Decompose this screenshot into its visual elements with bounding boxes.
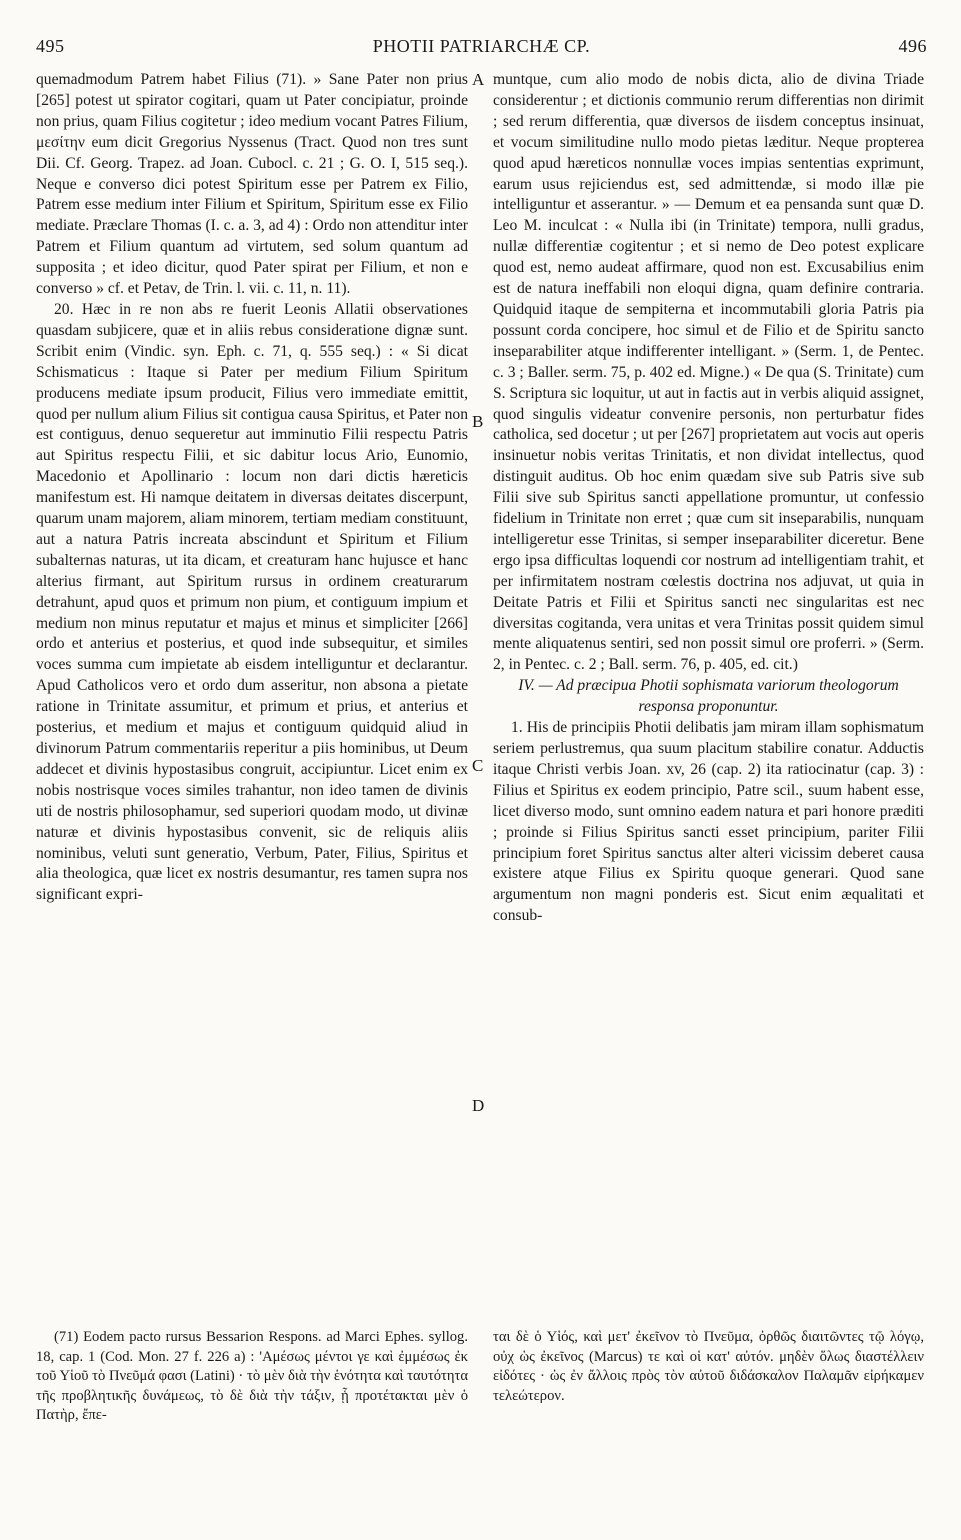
- footnote-text: ται δὲ ὁ Υἱός, καὶ μετ' ἐκεῖνον τὸ Πνεῦμα, ὀρθῶς διαιτῶντες τῷ λόγῳ, οὐχ ὡς ἐκεῖνος (Marcus) τε καὶ οἱ κατ' αὐτόν. μηδὲν ὅλως διαστέλλειν εἰδότες · ὡς ἐν ἄλλοις πρὸς τὸν αὐτοῦ διδάσκαλον Παλαμᾶν εἰρήκαμεν τελεώτερον.: [493, 1329, 924, 1404]
- paragraph: muntque, cum alio modo de nobis dicta, alio de divina Triade considerentur ; et dictionis communio rerum differentias non dirimit ; sed rerum differentia, quæ diversos de iisdem conceptus insinuat, et vocum similitudine nullo modo pietas læditur. Neque propterea quod apud hæreticos nonnullæ voces impias sententias exprimunt, earum usus rejiciendus est, sed admittendæ, si modo illæ pie intelliguntur et asserantur. » — Demum et ea pensanda sunt quæ D. Leo M. inculcat : « Nulla ibi (in Trinitate) tempora, nulli gradus, nullæ differentiæ cogitentur ; et si nemo de Deo potest explicare quod est, nemo audeat affirmare, quod non est. Excusabilius enim est de natura ineffabili non eloqui digna, quam definire contraria. Quidquid itaque de sempiterna et incommutabili gloria Patris pia possunt corda concipere, hoc simul et de Filio et de Spiritu sancto inseparabiliter atque indifferenter intelligant. » (Serm. 1, de Pentec. c. 3 ; Baller. serm. 75, p. 402 ed. Migne.) « De qua (S. Trinitate) cum S. Scriptura sic loquitur, ut aut in factis aut in verbis aliquid assignet, quod singulis videatur convenire personis, non perturbatur fides catholica, sed docetur ; ut per [267] proprietatem aut vocis aut operis insinuetur nobis veritas Trinitatis, et non dividat intellectus, quod distinguit auditus. Ob hoc enim quædam sive sub Patris sive sub Filii sive sub Spiritus sancti appellatione promuntur, ut confessio fidelium in Trinitate non erret ; quæ cum sit inseparabilis, nunquam intelligeretur esse Trinitas, si semper inseparabiliter diceretur. Bene ergo ipsa difficultas loquendi cor nostrum ad intelligentiam trahit, et per infirmitatem nostram cœlestis doctrina nos adjuvat, ut quia in Deitate Patris et Filii et Spiritus sancti nec singularitas est nec diversitas cogitanda, vera unitas et vera Trinitas possit quidem simul mente aliquatenus sentiri, sed non possit simul ore proferri. » (Serm. 2, in Pentec. c. 2 ; Ball. serm. 76, p. 405, ed. cit.): [493, 71, 924, 674]
- running-title: PHOTII PATRIARCHÆ CP.: [372, 36, 591, 56]
- footnote-text: (71) Eodem pacto rursus Bessarion Respons. ad Marci Ephes. syllog. 18, cap. 1 (Cod. Mon. 27 f. 226 a) : 'Αμέσως μέντοι γε καὶ ἐμμέσως ἐκ τοῦ Υἱοῦ τὸ Πνεῦμά φασι (Latini) · τὸ μὲν διὰ τὴν ἑνότητα καὶ ταυτότητα τῆς προβλητικῆς δυνάμεως, τὸ δὲ διὰ τὴν τάξιν, ᾗ προτέτακται μὲν ὁ Πατὴρ, ἔπε-: [36, 1329, 468, 1424]
- right-column: [493, 70, 924, 927]
- paragraph: 20. Hæc in re non abs re fuerit Leonis Allatii observationes quasdam subjicere, quæ et in aliis rebus consideratione dignæ sunt. Scribit enim (Vindic. syn. Eph. c. 71, q. 555 seq.) : « Si dicat Schismaticus : Itaque si Pater per medium Filium Spiritum producens mediate ipsum producit, Filius vero immediate emittit, quod per nullum alium Filius sit contigua causa Spiritus, et Pater non est contiguus, denuo sequeretur aut imminutio Filii respectu Patris aut Spiritus respectu Filii, et sic dabitur locus Ario, Eunomio, Macedonio et Apollinario : locum non dari dictis hæreticis manifestum est. Hi namque deitatem in diversas deitates discerpunt, quarum unam majorem, aliam minorem, tertiam mediam constituunt, aut a natura Patris increata abscindunt et Spiritum et Filium subalternas naturas, ut ita dicam, et creaturam hanc hujusce et hanc alterius firmant, aut Spiritum rursus in ordinem creaturarum detrahunt, apud quos et primum non pium, et contiguum impium et medium non minus reputatur et majus et minus et simpliciter [266] ordo et anterius et posterius, et quod inde subsequitur, et similes voces summa cum impietate ab eisdem intelliguntur et declarantur. Apud Catholicos vero et ordo dum asseritur, non absona a pietate ratione in Trinitate assumitur, et primum et prius, et anterius et posterius, et medium et majus et contiguum quidquid aliud in divinorum Patrum commentariis reperitur a piis hominibus, ut Deum addecet et divinis hypostasibus congruit, accipiuntur. Licet enim ex nobis nostrisque voces similes trahantur, non ideo tamen de divinis uti de nostris philosophamur, sed superiori quodam modo, ut divinæ naturæ et divinis hypostasibus convenit, sic de reliquis aliis nominibus, veluti sunt generatio, Verbum, Pater, Filius, Spiritus et alia theologica, quæ licet ex nostris desumantur, res tamen supra nos significant expri-: [36, 300, 468, 904]
- margin-letter-c: C: [472, 756, 484, 775]
- footnote-left: [36, 1328, 468, 1426]
- left-column: [36, 70, 468, 906]
- page-header: [36, 36, 927, 60]
- margin-letter-a: A: [472, 70, 485, 89]
- page-number-left: 495: [36, 36, 65, 56]
- section-heading: IV. — Ad præcipua Photii sophismata variorum theologorum responsa proponuntur.: [518, 677, 899, 716]
- paragraph: quemadmodum Patrem habet Filius (71). » Sane Pater non prius [265] potest ut spirator cogitari, quam ut Pater concipiatur, proinde non prius, quam Filius cogitetur ; ideo medium vocant Patres Filium, μεσίτην eum dicit Gregorius Nyssenus (Tract. Quod non tres sunt Dii. Cf. Georg. Trapez. ad Joan. Cubocl. c. 21 ; G. O. I, 515 seq.). Neque e converso dici potest Spiritum esse per Patrem ex Filio, Patrem esse medium inter Filium et Spiritum, Spiritum esse ex Filio mediate. Præclare Thomas (I. c. a. 3, ad 4) : Ordo non attenditur inter Patrem et Filium quantum ad virtutem, sed solum quantum ad supposita ; et ideo dicitur, quod Pater spirat per Filium, et non e converso » cf. et Petav, de Trin. l. vii. c. 11, n. 11).: [36, 71, 468, 298]
- footnote-right: [493, 1328, 924, 1406]
- paragraph: 1. His de principiis Photii delibatis jam miram illam sophismatum seriem perlustremus, qua suum placitum stabilire conatur. Adductis itaque Christi verbis Joan. xv, 26 (cap. 2) ita ratiocinatur (cap. 3) : Filius et Spiritus ex eodem principio, Patre scil., suum habent esse, licet diverso modo, sunt omnino eadem natura et pari honore præditi ; proinde si Filius Spiritus sancti esset principium, pariter Filii principium foret Spiritus sanctus alter alteri vicissim deberet causa existere atque Filius ex Spiritu quoque generari. Quod sane argumentum non magni ponderis est. Sicut enim æqualitati et consub-: [493, 719, 924, 925]
- page-number-right: 496: [898, 36, 927, 56]
- margin-letter-b: B: [472, 412, 484, 431]
- margin-letter-d: D: [472, 1096, 485, 1115]
